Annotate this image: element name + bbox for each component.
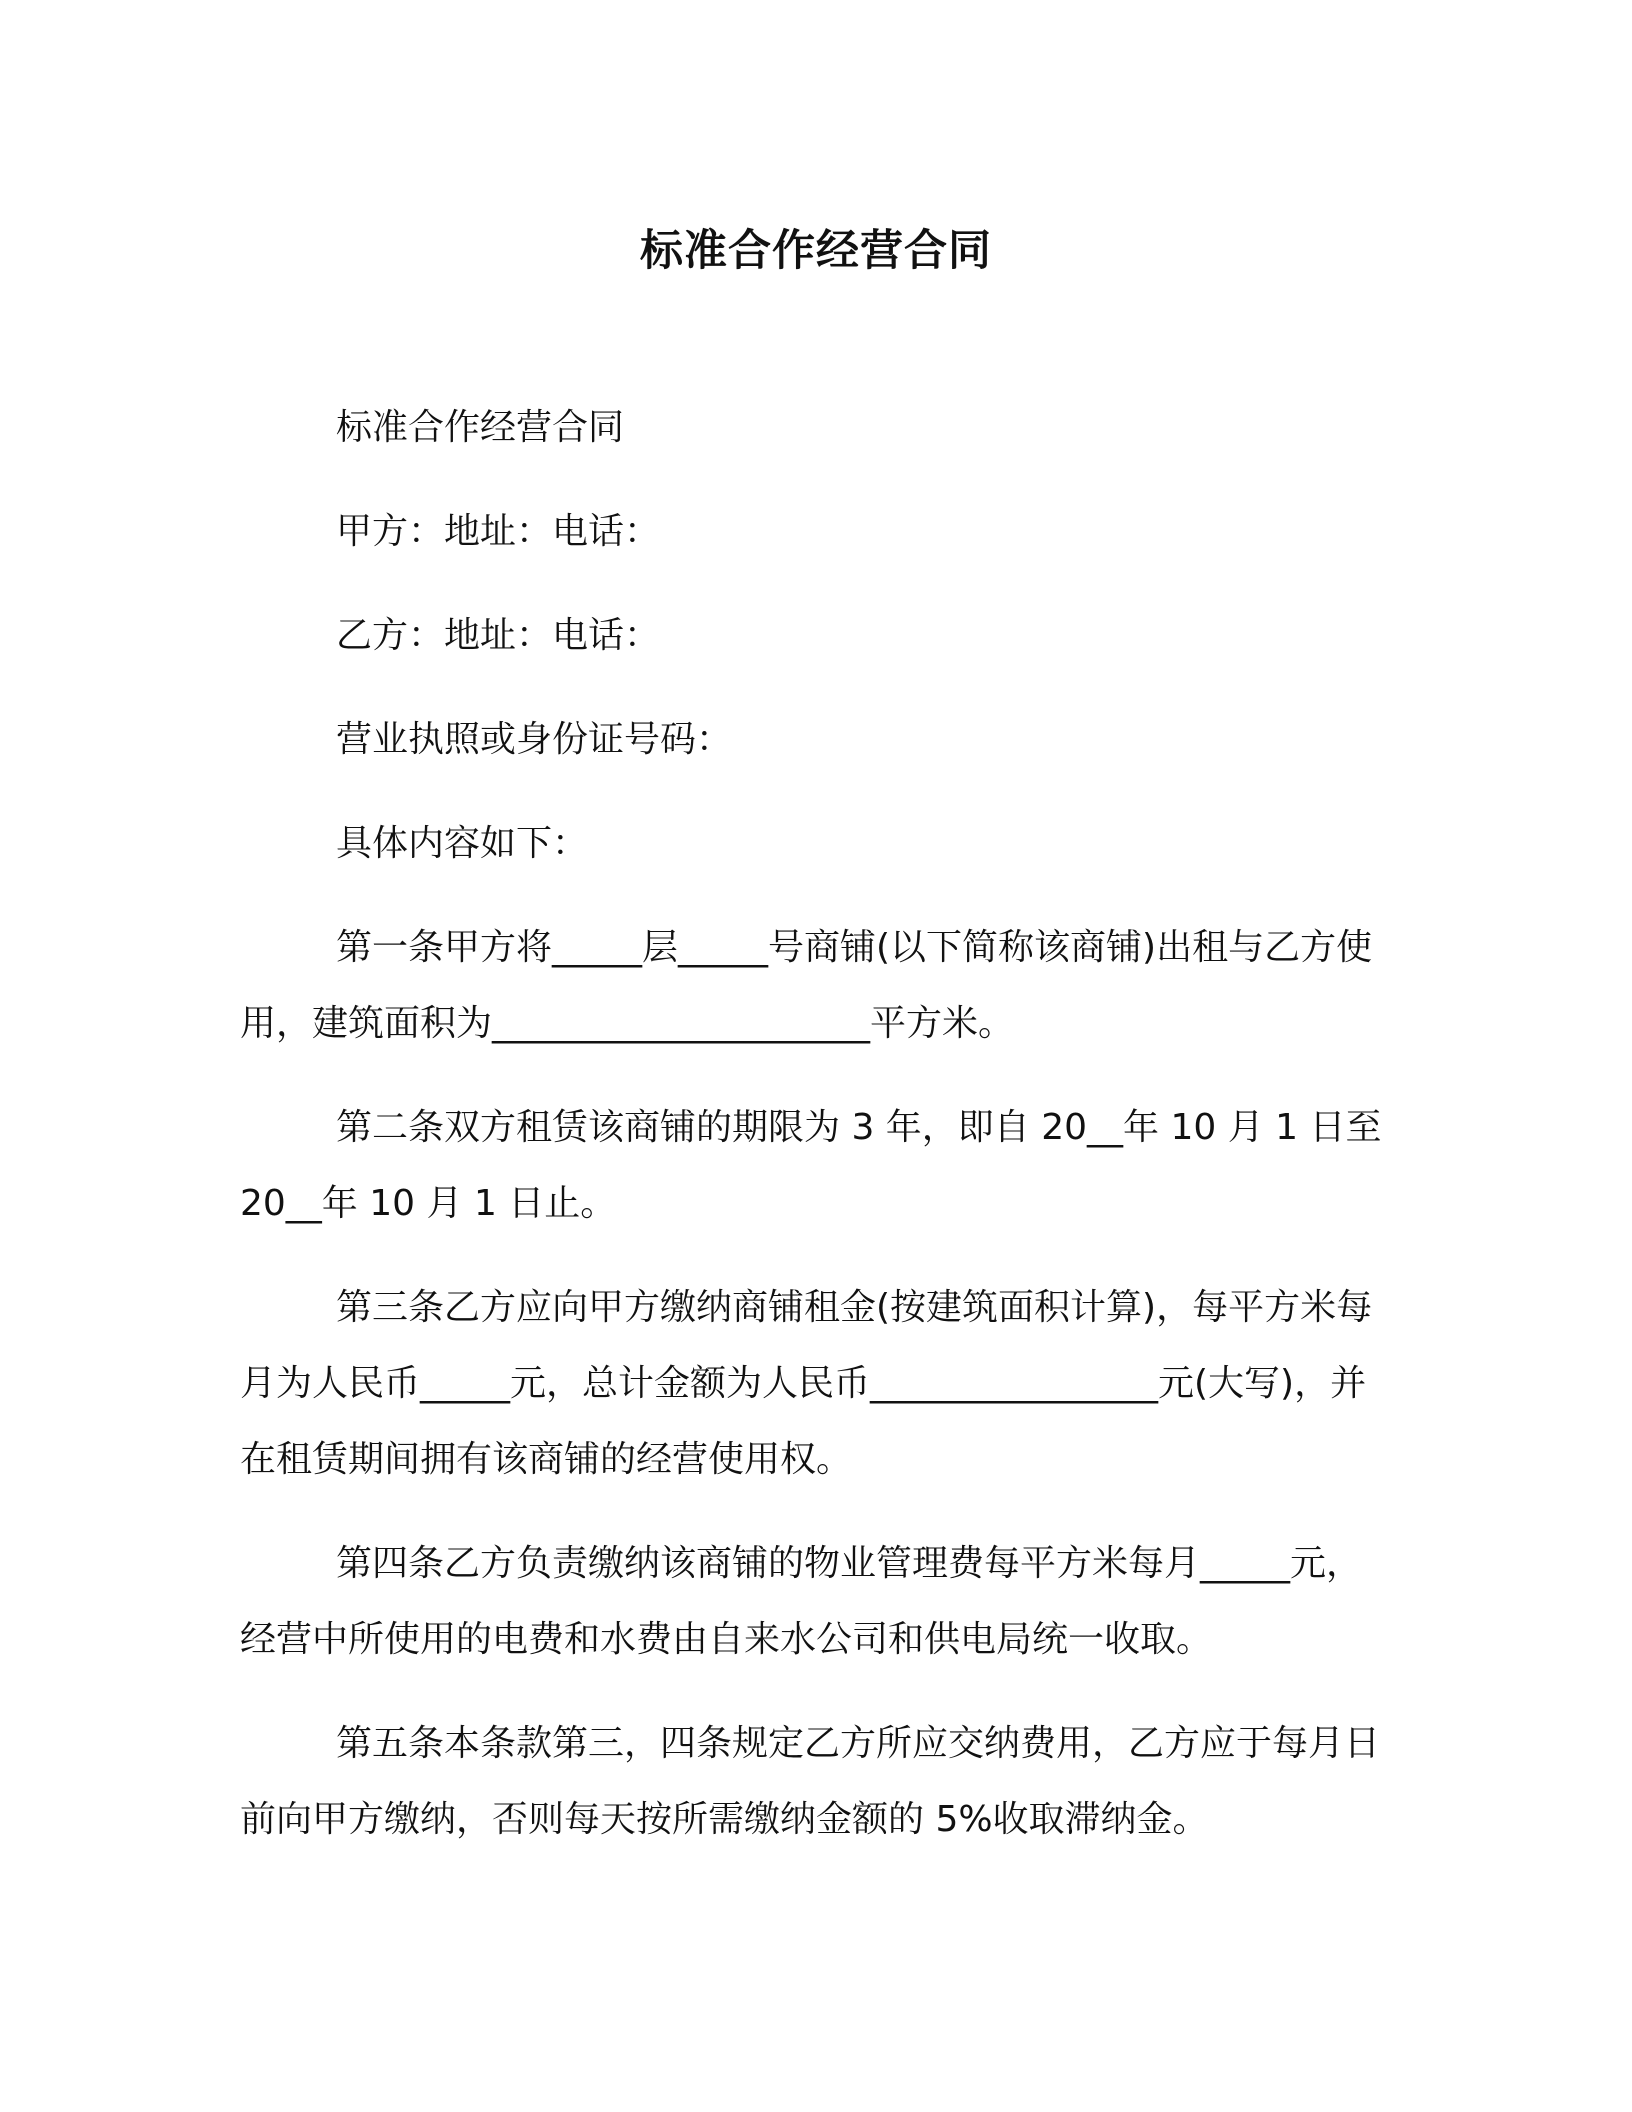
paragraph-subtitle: 标准合作经营合同 [336, 407, 625, 448]
paragraph-party-b: 乙方：地址：电话： [336, 615, 661, 656]
paragraph-article-2: 第二条双方租赁该商铺的期限为 3 年，即自 20__年 10 月 1 日至 20__年 10 月 1 日止。 [240, 1107, 1393, 1224]
paragraph-content-intro: 具体内容如下： [336, 823, 589, 864]
paragraph-party-a: 甲方：地址：电话： [336, 511, 661, 552]
paragraph-license-id: 营业执照或身份证号码： [336, 719, 733, 760]
document-title: 标准合作经营合同 [640, 226, 992, 276]
paragraph-article-5: 第五条本条款第三，四条规定乙方所应交纳费用，乙方应于每月日前向甲方缴纳，否则每天按所需缴纳金额的 5%收取滞纳金。 [240, 1723, 1381, 1840]
paragraph-article-4: 第四条乙方负责缴纳该商铺的物业管理费每平方米每月_____元，经营中所使用的电费和水费由自来水公司和供电局统一收取。 [240, 1543, 1363, 1660]
paragraph-article-1: 第一条甲方将_____层_____号商铺(以下简称该商铺)出租与乙方使用，建筑面积为_____________________平方米。 [240, 927, 1373, 1044]
document-body [240, 390, 1393, 1886]
paragraph-article-3: 第三条乙方应向甲方缴纳商铺租金(按建筑面积计算)，每平方米每月为人民币_____元，总计金额为人民币________________元(大写)，并在租赁期间拥有该商铺的经营使用权。 [240, 1287, 1373, 1480]
